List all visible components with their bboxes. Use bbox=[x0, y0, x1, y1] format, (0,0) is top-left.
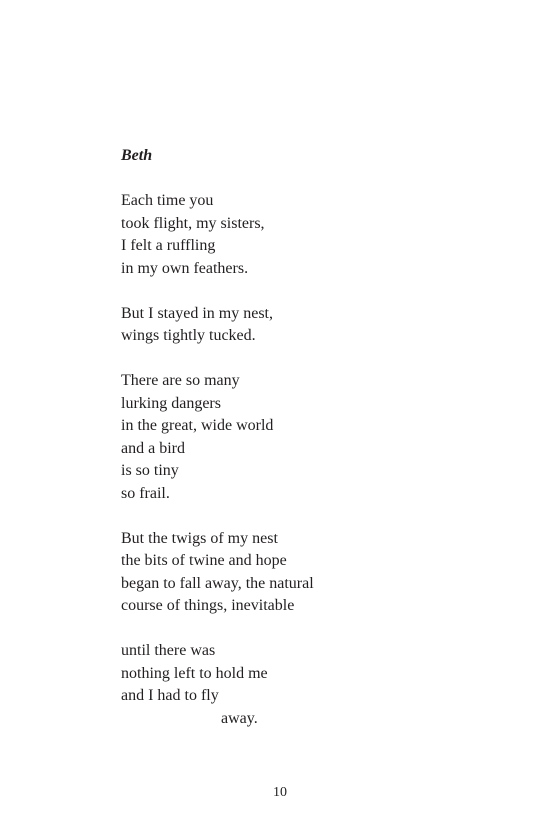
poem-line: wings tightly tucked. bbox=[121, 327, 256, 344]
poem-line: and I had to fly bbox=[121, 687, 219, 704]
poem-line: course of things, inevitable bbox=[121, 597, 295, 614]
poem-line: I felt a ruffling bbox=[121, 237, 216, 254]
poem-line: began to fall away, the natural bbox=[121, 574, 314, 592]
poem-line: in the great, wide world bbox=[121, 417, 274, 434]
poem-line: in my own feathers. bbox=[121, 259, 249, 277]
stanza-5 bbox=[121, 640, 501, 730]
stanza-2 bbox=[121, 303, 501, 348]
poem-line: nothing left to hold me bbox=[121, 664, 268, 682]
poem bbox=[121, 145, 501, 753]
poem-line-indented: away. bbox=[221, 709, 258, 727]
poem-line: But I stayed in my nest, bbox=[121, 304, 273, 322]
poem-line: There are so many bbox=[121, 372, 240, 389]
stanza-1 bbox=[121, 190, 501, 280]
poem-line: lurking dangers bbox=[121, 394, 221, 412]
page-number: 10 bbox=[273, 785, 287, 800]
poem-line: so frail. bbox=[121, 484, 170, 502]
stanza-3 bbox=[121, 370, 501, 505]
poem-line: But the twigs of my nest bbox=[121, 529, 278, 547]
poem-line: is so tiny bbox=[121, 462, 179, 479]
poem-line: until there was bbox=[121, 642, 216, 659]
stanza-4 bbox=[121, 528, 501, 618]
poem-line: the bits of twine and hope bbox=[121, 552, 287, 569]
poem-line: Each time you bbox=[121, 192, 214, 209]
poem-title: Beth bbox=[121, 147, 153, 164]
poem-line: took flight, my sisters, bbox=[121, 214, 265, 232]
poem-line: and a bird bbox=[121, 439, 185, 457]
